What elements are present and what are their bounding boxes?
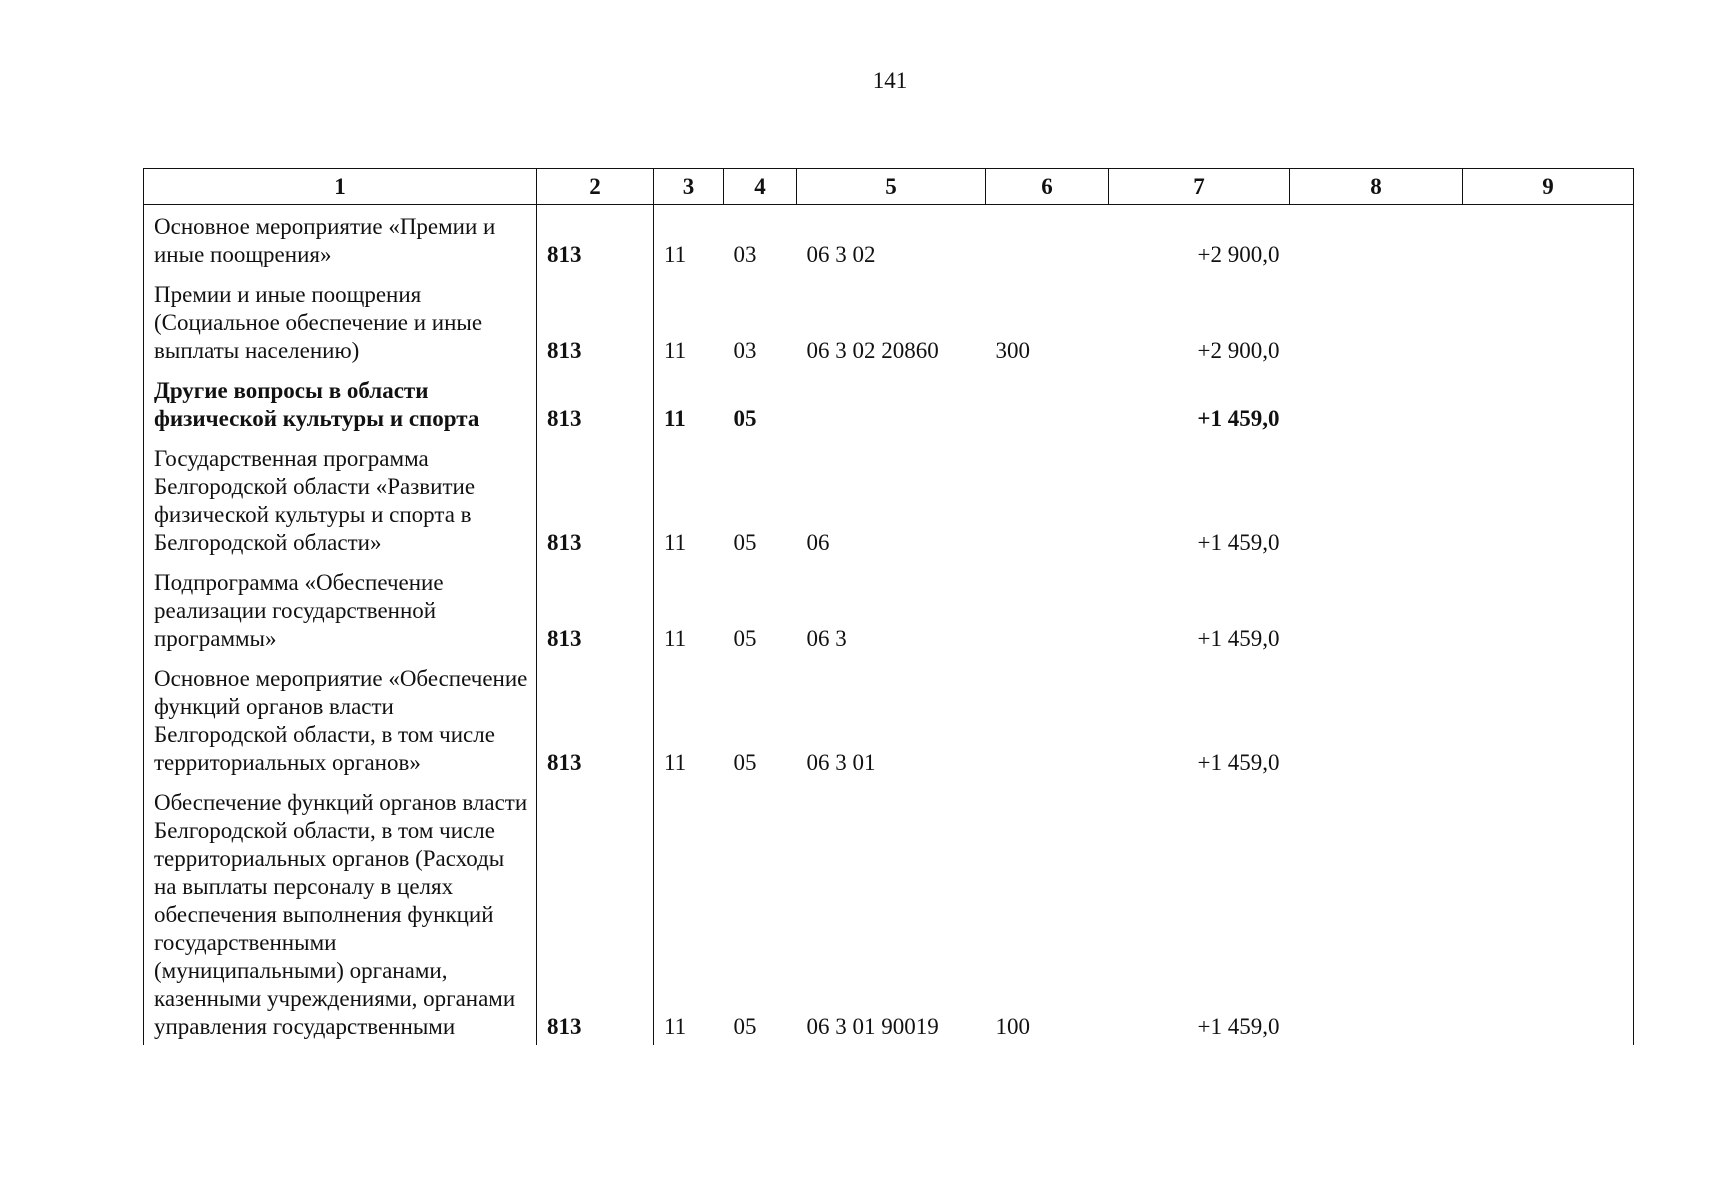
cell-col7: +1 459,0 <box>1197 626 1280 651</box>
cell-col8 <box>1290 657 1463 781</box>
cell-col2: 813 <box>537 561 654 657</box>
header-row <box>144 169 1634 205</box>
cell-col9 <box>1463 369 1634 437</box>
table-row <box>144 369 1634 437</box>
cell-col6 <box>986 205 1109 274</box>
cell-col2: 813 <box>537 369 654 437</box>
cell-col9 <box>1463 205 1634 274</box>
cell-col3: 11 <box>654 561 724 657</box>
cell-col6: 100 <box>995 1014 1030 1039</box>
cell-col4: 03 <box>733 242 757 267</box>
cell-col5: 06 3 <box>806 626 847 651</box>
cell-col7: +2 900,0 <box>1197 338 1280 363</box>
cell-col5: 06 3 02 <box>806 242 876 267</box>
cell-col6 <box>986 561 1109 657</box>
cell-col9 <box>1463 657 1634 781</box>
page-number: 141 <box>872 68 908 93</box>
cell-col4: 03 <box>733 338 757 363</box>
cell-col3: 11 <box>654 781 724 1045</box>
cell-col3: 11 <box>654 369 724 437</box>
cell-col9 <box>1463 781 1634 1045</box>
cell-col3: 11 <box>654 437 724 561</box>
column-header-7: 7 <box>1109 169 1290 205</box>
cell-col6 <box>986 369 1109 437</box>
cell-col7: +1 459,0 <box>1197 1014 1280 1039</box>
cell-col8 <box>1290 369 1463 437</box>
cell-col5: 06 3 01 <box>806 750 876 775</box>
cell-col5 <box>797 369 986 437</box>
cell-col6: 300 <box>995 338 1030 363</box>
cell-col2: 813 <box>537 437 654 561</box>
column-header-1: 1 <box>144 169 537 205</box>
cell-col3: 11 <box>654 205 724 274</box>
cell-col2: 813 <box>537 205 654 274</box>
cell-col4: 05 <box>733 750 757 775</box>
cell-col5: 06 3 01 90019 <box>806 1014 939 1039</box>
cell-col8 <box>1290 781 1463 1045</box>
row-name: Премии и иные поощрения (Социальное обеспечение и иные выплаты населению) <box>144 273 537 369</box>
cell-col2: 813 <box>537 781 654 1045</box>
row-name: Подпрограмма «Обеспечение реализации государственной программы» <box>144 561 537 657</box>
cell-col3: 11 <box>654 657 724 781</box>
cell-col7: +1 459,0 <box>1197 530 1280 555</box>
cell-col5: 06 <box>806 530 830 555</box>
column-header-9: 9 <box>1463 169 1634 205</box>
column-header-2: 2 <box>537 169 654 205</box>
cell-col6 <box>986 657 1109 781</box>
cell-col8 <box>1290 437 1463 561</box>
column-header-6: 6 <box>986 169 1109 205</box>
cell-col7: +1 459,0 <box>1197 406 1280 431</box>
row-name: Обеспечение функций органов власти Белгородской области, в том числе территориальных органов (Расходы на выплаты персоналу в целях обеспечения выполнения функций государственными (муниципальными) органами, казенными учреждениями, органами управления государственными <box>144 781 537 1045</box>
table-row <box>144 437 1634 561</box>
cell-col2: 813 <box>537 273 654 369</box>
table-row <box>144 561 1634 657</box>
cell-col4: 05 <box>733 1014 757 1039</box>
column-header-3: 3 <box>654 169 724 205</box>
cell-col4: 05 <box>733 626 757 651</box>
column-header-4: 4 <box>724 169 797 205</box>
cell-col9 <box>1463 561 1634 657</box>
row-name: Основное мероприятие «Премии и иные поощрения» <box>144 205 537 274</box>
column-header-8: 8 <box>1290 169 1463 205</box>
cell-col8 <box>1290 205 1463 274</box>
cell-col3: 11 <box>654 273 724 369</box>
cell-col4: 05 <box>733 406 757 431</box>
cell-col9 <box>1463 437 1634 561</box>
budget-table <box>143 168 1634 1045</box>
row-name: Основное мероприятие «Обеспечение функций органов власти Белгородской области, в том числе территориальных органов» <box>144 657 537 781</box>
row-name: Государственная программа Белгородской области «Развитие физической культуры и спорта в Белгородской области» <box>144 437 537 561</box>
cell-col8 <box>1290 273 1463 369</box>
cell-col7: +2 900,0 <box>1197 242 1280 267</box>
table-row <box>144 657 1634 781</box>
cell-col9 <box>1463 273 1634 369</box>
cell-col7: +1 459,0 <box>1197 750 1280 775</box>
table-row <box>144 781 1634 1045</box>
column-header-5: 5 <box>797 169 986 205</box>
row-name: Другие вопросы в области физической культуры и спорта <box>144 369 537 437</box>
cell-col8 <box>1290 561 1463 657</box>
table-row <box>144 273 1634 369</box>
table-row <box>144 205 1634 274</box>
cell-col2: 813 <box>537 657 654 781</box>
cell-col5: 06 3 02 20860 <box>806 338 939 363</box>
cell-col4: 05 <box>733 530 757 555</box>
cell-col6 <box>986 437 1109 561</box>
